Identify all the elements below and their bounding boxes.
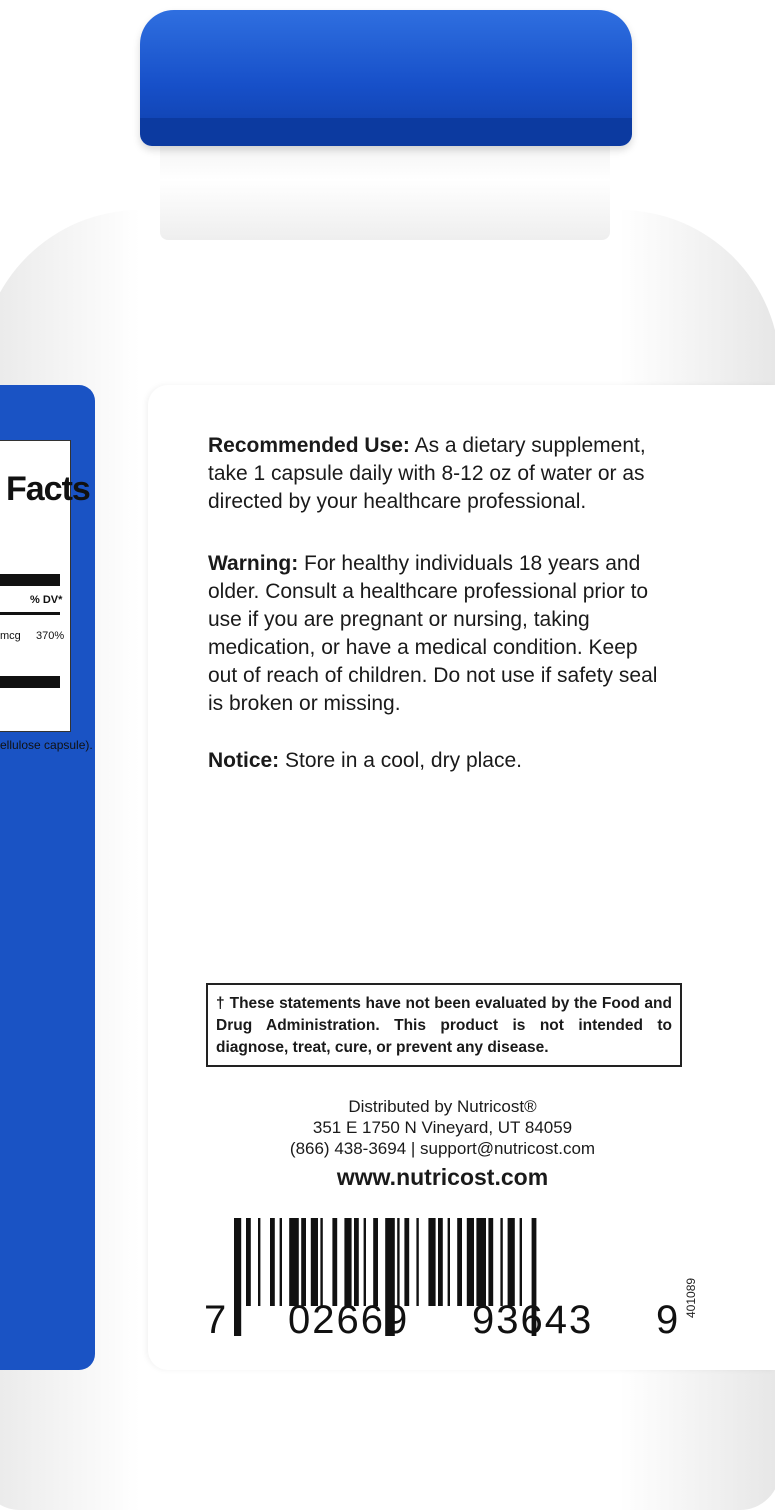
barcode-bar: [246, 1218, 251, 1306]
bottle-neck: [160, 140, 610, 240]
website-url: www.nutricost.com: [336, 1164, 549, 1190]
barcode-bar: [280, 1218, 282, 1306]
barcode-bar: [320, 1218, 322, 1306]
barcode: [204, 1218, 679, 1342]
barcode-bar: [416, 1218, 418, 1306]
facts-dv-header: % DV*: [30, 594, 63, 606]
barcode-digit-first: 7: [204, 1298, 227, 1342]
barcode-bar: [289, 1218, 299, 1306]
warning-line: is broken or missing.: [208, 692, 401, 715]
warning-line: For healthy individuals 18 years and: [298, 552, 641, 575]
recommended-use-line: As a dietary supplement,: [409, 434, 646, 457]
barcode-bar: [428, 1218, 435, 1306]
warning: [208, 550, 688, 718]
barcode-bar: [457, 1218, 462, 1306]
warning-heading: Warning:: [208, 552, 299, 575]
barcode-bar: [488, 1218, 493, 1306]
barcode-bar: [234, 1218, 241, 1336]
recommended-use-line: take 1 capsule daily with 8-12 oz of water or as: [208, 462, 645, 485]
barcode-bar: [301, 1218, 306, 1306]
barcode-bar: [397, 1218, 399, 1306]
lot-code: 401089: [684, 1277, 698, 1318]
fda-disclaimer: † These statements have not been evaluated by the Food and Drug Administration. This product is not intended to diagnose, treat, cure, or prevent any disease.: [206, 983, 682, 1067]
recommended-use: [208, 432, 688, 516]
facts-amount: mcg: [0, 630, 21, 642]
facts-divider-thick: [0, 574, 60, 586]
notice-heading: Notice:: [208, 749, 280, 772]
facts-divider-thick-bottom: [0, 676, 60, 688]
distributor-name: Distributed by Nutricost®: [348, 1097, 537, 1116]
recommended-use-heading: Recommended Use:: [208, 434, 410, 457]
barcode-bar: [467, 1218, 474, 1306]
distributor-contact: (866) 438-3694 | support@nutricost.com: [289, 1139, 596, 1158]
barcode-bar: [520, 1218, 522, 1306]
barcode-bar: [508, 1218, 515, 1306]
warning-line: older. Consult a healthcare professional prior to: [208, 580, 649, 603]
bottle-cap-rim: [140, 118, 632, 146]
barcode-bar: [373, 1218, 378, 1306]
barcode-bar: [476, 1218, 486, 1306]
facts-percent: 370%: [36, 630, 65, 642]
barcode-bar: [438, 1218, 443, 1306]
barcode-bar: [404, 1218, 409, 1306]
barcode-bar: [270, 1218, 275, 1306]
recommended-use-line: directed by your healthcare professional.: [208, 490, 587, 513]
barcode-digits-left: 02669: [288, 1298, 410, 1342]
barcode-bar: [258, 1218, 260, 1306]
barcode-bar: [448, 1218, 450, 1306]
facts-divider: [0, 612, 60, 615]
warning-line: medication, or have a medical condition. Keep: [208, 636, 638, 659]
notice: [208, 747, 688, 775]
barcode-bar: [364, 1218, 366, 1306]
barcode-bar: [332, 1218, 337, 1306]
facts-footnote: ellulose capsule).: [0, 738, 93, 752]
barcode-bar: [500, 1218, 502, 1306]
barcode-digits-right: 93643: [472, 1298, 594, 1342]
barcode-bar: [344, 1218, 351, 1306]
facts-title: Facts: [6, 470, 90, 508]
barcode-digit-last: 9: [656, 1298, 679, 1342]
barcode-bar: [354, 1218, 359, 1306]
warning-line: use if you are pregnant or nursing, taking: [208, 608, 590, 631]
barcode-bar: [311, 1218, 318, 1306]
warning-line: out of reach of children. Do not use if safety seal: [208, 664, 658, 687]
notice-text: Store in a cool, dry place.: [279, 749, 522, 772]
distributor-address: 351 E 1750 N Vineyard, UT 84059: [312, 1118, 573, 1137]
